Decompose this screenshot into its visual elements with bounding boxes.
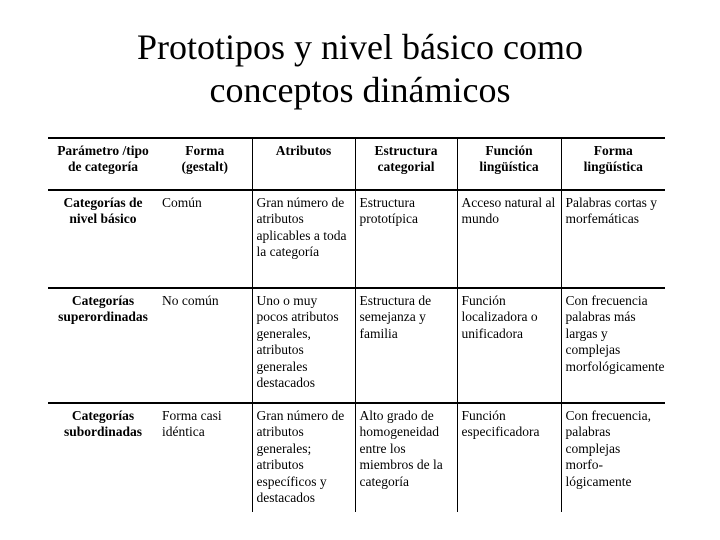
header-attributes: Atributos [252, 138, 355, 190]
slide-title-line-1: Prototipos y nivel básico como [137, 27, 583, 67]
cell-linguistic-form: Palabras cortas y morfemáticas [561, 190, 665, 288]
slide-title [0, 26, 720, 112]
cell-form: Forma casi idéntica [158, 403, 252, 512]
category-comparison-table [48, 137, 665, 506]
header-row [48, 138, 665, 190]
table-row-subordinate [48, 403, 665, 512]
cell-attributes: Uno o muy pocos atributos generales, atributos generales destacados [252, 288, 355, 403]
header-linguistic-form: Forma lingüística [561, 138, 665, 190]
comparison-grid [48, 137, 665, 512]
cell-function: Función especificadora [457, 403, 561, 512]
cell-structure: Estructura de semejanza y familia [355, 288, 457, 403]
header-form-gestalt: Forma (gestalt) [158, 138, 252, 190]
header-linguistic-function: Función lingüística [457, 138, 561, 190]
cell-function: Función localizadora o unificadora [457, 288, 561, 403]
row-label-basic-level: Categorías de nivel básico [48, 190, 158, 288]
cell-structure: Estructura prototípica [355, 190, 457, 288]
row-label-superordinate: Categorías superordinadas [48, 288, 158, 403]
table-row-basic-level [48, 190, 665, 288]
cell-linguistic-form: Con frecuencia, palabras complejas morfo-lógicamente [561, 403, 665, 512]
header-parameter: Parámetro /tipo de categoría [48, 138, 158, 190]
header-category-structure: Estructura categorial [355, 138, 457, 190]
cell-form: Común [158, 190, 252, 288]
cell-linguistic-form: Con frecuencia palabras más largas y complejas morfológicamente [561, 288, 665, 403]
table-row-superordinate [48, 288, 665, 403]
cell-attributes: Gran número de atributos aplicables a toda la categoría [252, 190, 355, 288]
cell-attributes: Gran número de atributos generales; atributos específicos y destacados [252, 403, 355, 512]
row-label-subordinate: Categorías subordinadas [48, 403, 158, 512]
slide-title-line-2: conceptos dinámicos [209, 70, 511, 110]
cell-structure: Alto grado de homogeneidad entre los miembros de la categoría [355, 403, 457, 512]
cell-form: No común [158, 288, 252, 403]
cell-function: Acceso natural al mundo [457, 190, 561, 288]
